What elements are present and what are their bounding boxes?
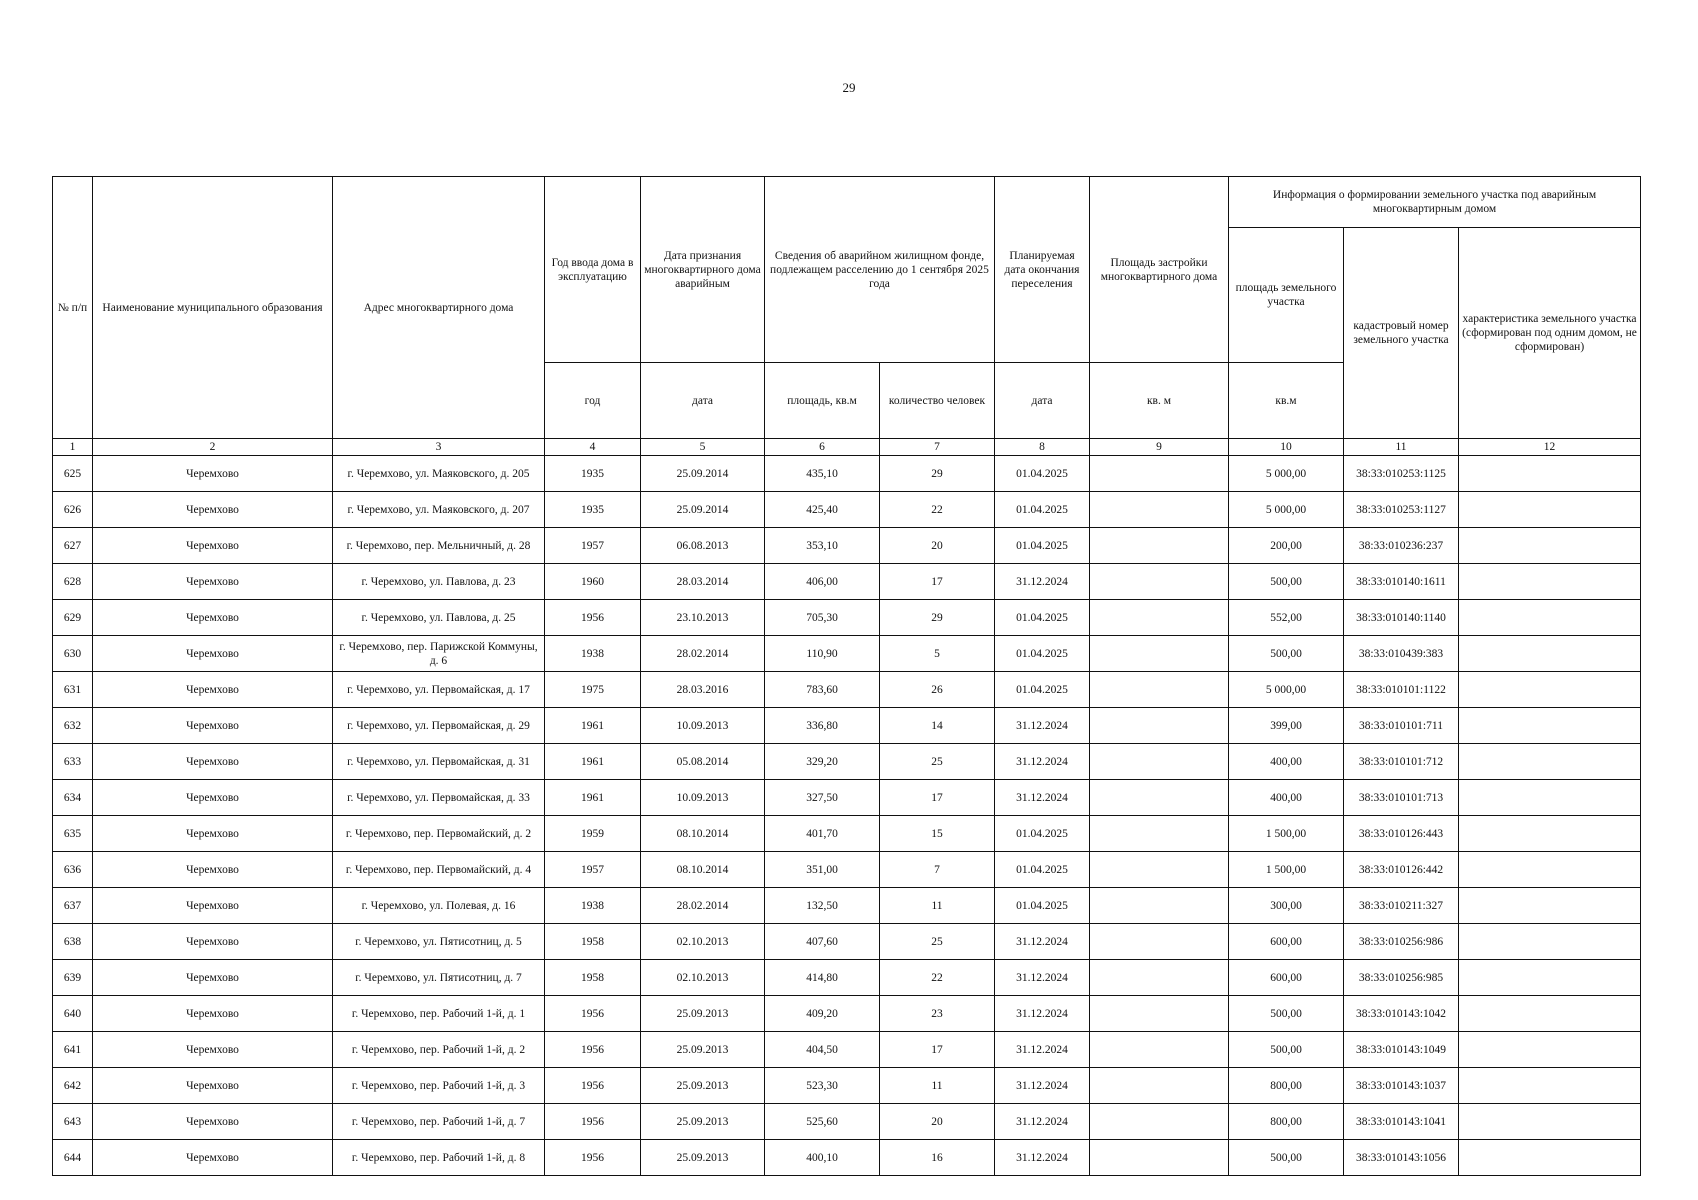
municipality-cell: Черемхово (93, 888, 333, 924)
land-area-cell: 500,00 (1229, 636, 1344, 672)
land-characteristic-cell (1459, 456, 1641, 492)
people-count-cell: 26 (880, 672, 995, 708)
table-row (53, 924, 1641, 960)
municipality-cell: Черемхово (93, 1140, 333, 1176)
year-built-cell: 1960 (545, 564, 641, 600)
land-area-cell: 1 500,00 (1229, 816, 1344, 852)
table-row (53, 492, 1641, 528)
emergency-date-cell: 10.09.2013 (641, 780, 765, 816)
table-row (53, 600, 1641, 636)
table-row (53, 852, 1641, 888)
row-number-cell: 631 (53, 672, 93, 708)
land-area-cell: 400,00 (1229, 780, 1344, 816)
table-row (53, 456, 1641, 492)
row-number-cell: 641 (53, 1032, 93, 1068)
people-count-cell: 14 (880, 708, 995, 744)
municipality-cell: Черемхово (93, 564, 333, 600)
emergency-date-cell: 25.09.2013 (641, 1104, 765, 1140)
building-area-cell (1090, 780, 1229, 816)
unit-building-area: кв. м (1090, 363, 1229, 439)
people-count-cell: 11 (880, 1068, 995, 1104)
emergency-date-cell: 28.03.2016 (641, 672, 765, 708)
planned-date-cell: 01.04.2025 (995, 852, 1090, 888)
land-area-cell: 5 000,00 (1229, 672, 1344, 708)
municipality-cell: Черемхово (93, 1104, 333, 1140)
land-area-cell: 500,00 (1229, 996, 1344, 1032)
building-area-cell (1090, 564, 1229, 600)
planned-date-cell: 01.04.2025 (995, 600, 1090, 636)
building-area-cell (1090, 456, 1229, 492)
header-building-area: Площадь застройки многоквартирного дома (1090, 177, 1229, 363)
people-count-cell: 15 (880, 816, 995, 852)
building-area-cell (1090, 1140, 1229, 1176)
year-built-cell: 1959 (545, 816, 641, 852)
municipality-cell: Черемхово (93, 708, 333, 744)
municipality-cell: Черемхово (93, 780, 333, 816)
cadastral-number-cell: 38:33:010140:1140 (1344, 600, 1459, 636)
cadastral-number-cell: 38:33:010140:1611 (1344, 564, 1459, 600)
emergency-date-cell: 28.02.2014 (641, 636, 765, 672)
municipality-cell: Черемхово (93, 1068, 333, 1104)
cadastral-number-cell: 38:33:010101:712 (1344, 744, 1459, 780)
land-characteristic-cell (1459, 924, 1641, 960)
header-land-area: площадь земельного участка (1229, 228, 1344, 363)
table-row (53, 1068, 1641, 1104)
planned-date-cell: 31.12.2024 (995, 1032, 1090, 1068)
municipality-cell: Черемхово (93, 996, 333, 1032)
address-cell: г. Черемхово, ул. Маяковского, д. 207 (333, 492, 545, 528)
unit-land-area: кв.м (1229, 363, 1344, 439)
address-cell: г. Черемхово, пер. Парижской Коммуны, д. 6 (333, 636, 545, 672)
row-number-cell: 642 (53, 1068, 93, 1104)
land-characteristic-cell (1459, 600, 1641, 636)
address-cell: г. Черемхово, ул. Павлова, д. 25 (333, 600, 545, 636)
people-count-cell: 25 (880, 924, 995, 960)
year-built-cell: 1957 (545, 852, 641, 888)
emergency-date-cell: 23.10.2013 (641, 600, 765, 636)
table-row (53, 672, 1641, 708)
planned-date-cell: 31.12.2024 (995, 564, 1090, 600)
column-number: 2 (93, 439, 333, 456)
cadastral-number-cell: 38:33:010236:237 (1344, 528, 1459, 564)
land-characteristic-cell (1459, 492, 1641, 528)
column-number: 8 (995, 439, 1090, 456)
header-land-char: характеристика земельного участка (сформирован под одним домом, не сформирован) (1459, 228, 1641, 439)
emergency-date-cell: 28.02.2014 (641, 888, 765, 924)
people-count-cell: 22 (880, 492, 995, 528)
emergency-date-cell: 25.09.2013 (641, 996, 765, 1032)
emergency-date-cell: 06.08.2013 (641, 528, 765, 564)
header-emergency-fund: Сведения об аварийном жилищном фонде, подлежащем расселению до 1 сентября 2025 года (765, 177, 995, 363)
planned-date-cell: 31.12.2024 (995, 1068, 1090, 1104)
emergency-date-cell: 08.10.2014 (641, 852, 765, 888)
building-area-cell (1090, 960, 1229, 996)
people-count-cell: 29 (880, 600, 995, 636)
row-number-cell: 630 (53, 636, 93, 672)
table-row (53, 960, 1641, 996)
year-built-cell: 1956 (545, 1104, 641, 1140)
row-number-cell: 638 (53, 924, 93, 960)
land-characteristic-cell (1459, 816, 1641, 852)
building-area-cell (1090, 996, 1229, 1032)
people-count-cell: 17 (880, 780, 995, 816)
cadastral-number-cell: 38:33:010143:1037 (1344, 1068, 1459, 1104)
column-number: 9 (1090, 439, 1229, 456)
column-number: 7 (880, 439, 995, 456)
people-count-cell: 7 (880, 852, 995, 888)
cadastral-number-cell: 38:33:010253:1127 (1344, 492, 1459, 528)
area-cell: 404,50 (765, 1032, 880, 1068)
area-cell: 327,50 (765, 780, 880, 816)
planned-date-cell: 31.12.2024 (995, 924, 1090, 960)
row-number-cell: 639 (53, 960, 93, 996)
land-area-cell: 800,00 (1229, 1068, 1344, 1104)
land-characteristic-cell (1459, 1068, 1641, 1104)
land-area-cell: 500,00 (1229, 1032, 1344, 1068)
land-characteristic-cell (1459, 996, 1641, 1032)
year-built-cell: 1958 (545, 924, 641, 960)
land-characteristic-cell (1459, 564, 1641, 600)
building-area-cell (1090, 1068, 1229, 1104)
people-count-cell: 20 (880, 1104, 995, 1140)
people-count-cell: 5 (880, 636, 995, 672)
unit-area: площадь, кв.м (765, 363, 880, 439)
building-area-cell (1090, 672, 1229, 708)
people-count-cell: 16 (880, 1140, 995, 1176)
cadastral-number-cell: 38:33:010126:443 (1344, 816, 1459, 852)
year-built-cell: 1956 (545, 600, 641, 636)
land-area-cell: 800,00 (1229, 1104, 1344, 1140)
emergency-date-cell: 05.08.2014 (641, 744, 765, 780)
table-row (53, 996, 1641, 1032)
header-year-built: Год ввода дома в эксплуатацию (545, 177, 641, 363)
land-area-cell: 552,00 (1229, 600, 1344, 636)
area-cell: 353,10 (765, 528, 880, 564)
emergency-date-cell: 02.10.2013 (641, 960, 765, 996)
land-area-cell: 500,00 (1229, 564, 1344, 600)
municipality-cell: Черемхово (93, 528, 333, 564)
land-characteristic-cell (1459, 852, 1641, 888)
table-body (53, 456, 1641, 1176)
building-area-cell (1090, 1104, 1229, 1140)
area-cell: 336,80 (765, 708, 880, 744)
table-row (53, 888, 1641, 924)
area-cell: 132,50 (765, 888, 880, 924)
row-number-cell: 633 (53, 744, 93, 780)
planned-date-cell: 01.04.2025 (995, 528, 1090, 564)
year-built-cell: 1935 (545, 456, 641, 492)
building-area-cell (1090, 816, 1229, 852)
area-cell: 705,30 (765, 600, 880, 636)
people-count-cell: 17 (880, 1032, 995, 1068)
address-cell: г. Черемхово, пер. Рабочий 1-й, д. 8 (333, 1140, 545, 1176)
address-cell: г. Черемхово, ул. Полевая, д. 16 (333, 888, 545, 924)
land-characteristic-cell (1459, 1104, 1641, 1140)
land-area-cell: 400,00 (1229, 744, 1344, 780)
cadastral-number-cell: 38:33:010439:383 (1344, 636, 1459, 672)
building-area-cell (1090, 888, 1229, 924)
emergency-date-cell: 10.09.2013 (641, 708, 765, 744)
cadastral-number-cell: 38:33:010143:1056 (1344, 1140, 1459, 1176)
year-built-cell: 1935 (545, 492, 641, 528)
header-number: № п/п (53, 177, 93, 439)
people-count-cell: 23 (880, 996, 995, 1032)
unit-people: количество человек (880, 363, 995, 439)
land-area-cell: 600,00 (1229, 924, 1344, 960)
area-cell: 401,70 (765, 816, 880, 852)
cadastral-number-cell: 38:33:010143:1041 (1344, 1104, 1459, 1140)
cadastral-number-cell: 38:33:010101:713 (1344, 780, 1459, 816)
land-area-cell: 500,00 (1229, 1140, 1344, 1176)
column-number: 6 (765, 439, 880, 456)
column-number: 12 (1459, 439, 1641, 456)
planned-date-cell: 31.12.2024 (995, 1104, 1090, 1140)
column-number: 11 (1344, 439, 1459, 456)
year-built-cell: 1956 (545, 1140, 641, 1176)
area-cell: 400,10 (765, 1140, 880, 1176)
row-number-cell: 636 (53, 852, 93, 888)
emergency-date-cell: 25.09.2013 (641, 1140, 765, 1176)
column-number: 5 (641, 439, 765, 456)
emergency-date-cell: 02.10.2013 (641, 924, 765, 960)
municipality-cell: Черемхово (93, 672, 333, 708)
cadastral-number-cell: 38:33:010211:327 (1344, 888, 1459, 924)
year-built-cell: 1975 (545, 672, 641, 708)
people-count-cell: 20 (880, 528, 995, 564)
planned-date-cell: 31.12.2024 (995, 708, 1090, 744)
land-area-cell: 399,00 (1229, 708, 1344, 744)
municipality-cell: Черемхово (93, 852, 333, 888)
land-characteristic-cell (1459, 780, 1641, 816)
cadastral-number-cell: 38:33:010253:1125 (1344, 456, 1459, 492)
row-number-cell: 625 (53, 456, 93, 492)
emergency-date-cell: 25.09.2014 (641, 492, 765, 528)
column-number: 4 (545, 439, 641, 456)
planned-date-cell: 31.12.2024 (995, 1140, 1090, 1176)
header-municipality: Наименование муниципального образования (93, 177, 333, 439)
municipality-cell: Черемхово (93, 960, 333, 996)
table-row (53, 708, 1641, 744)
area-cell: 407,60 (765, 924, 880, 960)
people-count-cell: 29 (880, 456, 995, 492)
land-characteristic-cell (1459, 636, 1641, 672)
address-cell: г. Черемхово, ул. Первомайская, д. 17 (333, 672, 545, 708)
municipality-cell: Черемхово (93, 744, 333, 780)
area-cell: 409,20 (765, 996, 880, 1032)
table-row (53, 564, 1641, 600)
row-number-cell: 626 (53, 492, 93, 528)
building-area-cell (1090, 636, 1229, 672)
land-area-cell: 5 000,00 (1229, 492, 1344, 528)
land-area-cell: 600,00 (1229, 960, 1344, 996)
land-area-cell: 5 000,00 (1229, 456, 1344, 492)
cadastral-number-cell: 38:33:010101:711 (1344, 708, 1459, 744)
area-cell: 110,90 (765, 636, 880, 672)
land-area-cell: 1 500,00 (1229, 852, 1344, 888)
area-cell: 329,20 (765, 744, 880, 780)
address-cell: г. Черемхово, ул. Павлова, д. 23 (333, 564, 545, 600)
unit-date: дата (641, 363, 765, 439)
planned-date-cell: 01.04.2025 (995, 492, 1090, 528)
year-built-cell: 1958 (545, 960, 641, 996)
header-land-info: Информация о формировании земельного участка под аварийным многоквартирным домом (1229, 177, 1641, 228)
area-cell: 351,00 (765, 852, 880, 888)
planned-date-cell: 01.04.2025 (995, 888, 1090, 924)
row-number-cell: 629 (53, 600, 93, 636)
people-count-cell: 11 (880, 888, 995, 924)
people-count-cell: 17 (880, 564, 995, 600)
column-number: 1 (53, 439, 93, 456)
unit-year: год (545, 363, 641, 439)
building-area-cell (1090, 600, 1229, 636)
municipality-cell: Черемхово (93, 1032, 333, 1068)
row-number-cell: 644 (53, 1140, 93, 1176)
address-cell: г. Черемхово, ул. Маяковского, д. 205 (333, 456, 545, 492)
table-row (53, 636, 1641, 672)
row-number-cell: 643 (53, 1104, 93, 1140)
column-number: 10 (1229, 439, 1344, 456)
planned-date-cell: 31.12.2024 (995, 780, 1090, 816)
address-cell: г. Черемхово, ул. Первомайская, д. 29 (333, 708, 545, 744)
cadastral-number-cell: 38:33:010143:1049 (1344, 1032, 1459, 1068)
land-characteristic-cell (1459, 528, 1641, 564)
planned-date-cell: 31.12.2024 (995, 960, 1090, 996)
address-cell: г. Черемхово, ул. Первомайская, д. 33 (333, 780, 545, 816)
municipality-cell: Черемхово (93, 636, 333, 672)
header-emergency-date: Дата признания многоквартирного дома аварийным (641, 177, 765, 363)
address-cell: г. Черемхово, ул. Первомайская, д. 31 (333, 744, 545, 780)
table-row (53, 744, 1641, 780)
people-count-cell: 25 (880, 744, 995, 780)
year-built-cell: 1961 (545, 708, 641, 744)
row-number-cell: 635 (53, 816, 93, 852)
page-number: 29 (842, 80, 856, 95)
area-cell: 783,60 (765, 672, 880, 708)
year-built-cell: 1956 (545, 1032, 641, 1068)
address-cell: г. Черемхово, пер. Рабочий 1-й, д. 2 (333, 1032, 545, 1068)
municipality-cell: Черемхово (93, 492, 333, 528)
row-number-cell: 640 (53, 996, 93, 1032)
year-built-cell: 1956 (545, 996, 641, 1032)
land-characteristic-cell (1459, 708, 1641, 744)
address-cell: г. Черемхово, ул. Пятисотниц, д. 5 (333, 924, 545, 960)
year-built-cell: 1957 (545, 528, 641, 564)
emergency-date-cell: 28.03.2014 (641, 564, 765, 600)
housing-registry-table (52, 176, 1641, 1176)
table-row (53, 780, 1641, 816)
year-built-cell: 1938 (545, 888, 641, 924)
header-address: Адрес многоквартирного дома (333, 177, 545, 439)
planned-date-cell: 31.12.2024 (995, 744, 1090, 780)
row-number-cell: 634 (53, 780, 93, 816)
year-built-cell: 1961 (545, 780, 641, 816)
building-area-cell (1090, 528, 1229, 564)
building-area-cell (1090, 852, 1229, 888)
header-cadastral: кадастровый номер земельного участка (1344, 228, 1459, 439)
planned-date-cell: 01.04.2025 (995, 636, 1090, 672)
planned-date-cell: 31.12.2024 (995, 996, 1090, 1032)
table-row (53, 816, 1641, 852)
building-area-cell (1090, 492, 1229, 528)
row-number-cell: 628 (53, 564, 93, 600)
planned-date-cell: 01.04.2025 (995, 672, 1090, 708)
area-cell: 425,40 (765, 492, 880, 528)
area-cell: 414,80 (765, 960, 880, 996)
building-area-cell (1090, 744, 1229, 780)
land-characteristic-cell (1459, 1032, 1641, 1068)
land-characteristic-cell (1459, 744, 1641, 780)
address-cell: г. Черемхово, пер. Рабочий 1-й, д. 7 (333, 1104, 545, 1140)
cadastral-number-cell: 38:33:010143:1042 (1344, 996, 1459, 1032)
land-characteristic-cell (1459, 672, 1641, 708)
people-count-cell: 22 (880, 960, 995, 996)
column-number: 3 (333, 439, 545, 456)
emergency-date-cell: 08.10.2014 (641, 816, 765, 852)
building-area-cell (1090, 924, 1229, 960)
unit-planned-date: дата (995, 363, 1090, 439)
land-area-cell: 200,00 (1229, 528, 1344, 564)
emergency-date-cell: 25.09.2013 (641, 1032, 765, 1068)
municipality-cell: Черемхово (93, 816, 333, 852)
municipality-cell: Черемхово (93, 456, 333, 492)
header-planned-date: Планируемая дата окончания переселения (995, 177, 1090, 363)
area-cell: 525,60 (765, 1104, 880, 1140)
address-cell: г. Черемхово, пер. Рабочий 1-й, д. 1 (333, 996, 545, 1032)
area-cell: 523,30 (765, 1068, 880, 1104)
address-cell: г. Черемхово, пер. Первомайский, д. 2 (333, 816, 545, 852)
address-cell: г. Черемхово, пер. Рабочий 1-й, д. 3 (333, 1068, 545, 1104)
address-cell: г. Черемхово, пер. Первомайский, д. 4 (333, 852, 545, 888)
area-cell: 435,10 (765, 456, 880, 492)
area-cell: 406,00 (765, 564, 880, 600)
emergency-date-cell: 25.09.2013 (641, 1068, 765, 1104)
row-number-cell: 632 (53, 708, 93, 744)
cadastral-number-cell: 38:33:010126:442 (1344, 852, 1459, 888)
row-number-cell: 637 (53, 888, 93, 924)
cadastral-number-cell: 38:33:010101:1122 (1344, 672, 1459, 708)
building-area-cell (1090, 1032, 1229, 1068)
year-built-cell: 1961 (545, 744, 641, 780)
planned-date-cell: 01.04.2025 (995, 456, 1090, 492)
cadastral-number-cell: 38:33:010256:986 (1344, 924, 1459, 960)
table-row (53, 528, 1641, 564)
table-row (53, 1032, 1641, 1068)
municipality-cell: Черемхово (93, 924, 333, 960)
planned-date-cell: 01.04.2025 (995, 816, 1090, 852)
cadastral-number-cell: 38:33:010256:985 (1344, 960, 1459, 996)
table-row (53, 1140, 1641, 1176)
table-row (53, 1104, 1641, 1140)
municipality-cell: Черемхово (93, 600, 333, 636)
row-number-cell: 627 (53, 528, 93, 564)
year-built-cell: 1956 (545, 1068, 641, 1104)
year-built-cell: 1938 (545, 636, 641, 672)
land-area-cell: 300,00 (1229, 888, 1344, 924)
address-cell: г. Черемхово, ул. Пятисотниц, д. 7 (333, 960, 545, 996)
land-characteristic-cell (1459, 888, 1641, 924)
emergency-date-cell: 25.09.2014 (641, 456, 765, 492)
land-characteristic-cell (1459, 960, 1641, 996)
address-cell: г. Черемхово, пер. Мельничный, д. 28 (333, 528, 545, 564)
land-characteristic-cell (1459, 1140, 1641, 1176)
building-area-cell (1090, 708, 1229, 744)
